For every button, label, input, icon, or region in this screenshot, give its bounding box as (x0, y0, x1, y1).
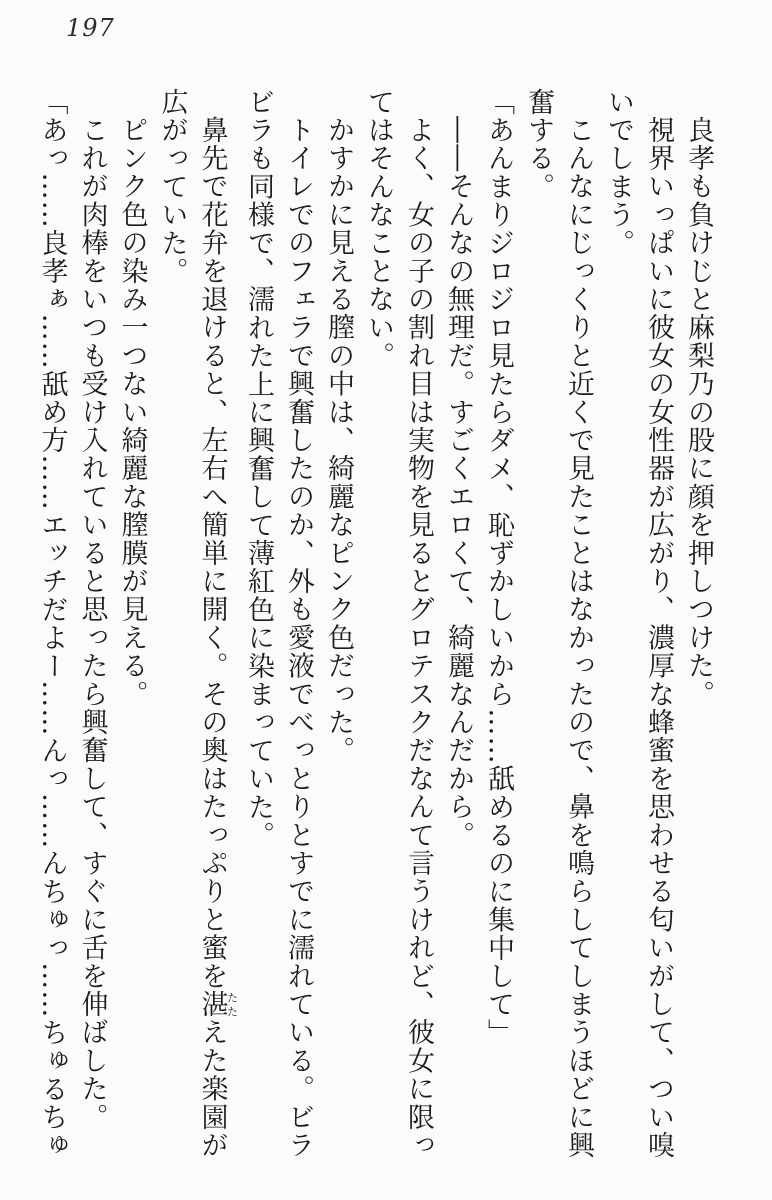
text-line: いでしまう。 (603, 88, 634, 258)
ruby-annotated-kanji: 湛たた (196, 990, 239, 1019)
text-line: 奮する。 (523, 88, 554, 201)
text-line: かすかに見える膣の中は、綺麗なピンク色だった。 (323, 116, 354, 765)
text-line: ピンク色の染み一つない綺麗な膣膜が見える。 (116, 116, 148, 709)
page-number: 197 (66, 14, 115, 42)
text-line: てはそんなことない。 (363, 88, 394, 370)
text-line: これが肉棒をいつも受け入れていると思ったら興奮して、すぐに舌を伸ばした。 (76, 116, 108, 1132)
text-line: 「あっ……良孝ぁ……舐め方……エッチだよー……んっ……んちゅっ……ちゅるちゅ (36, 88, 68, 1160)
text-line: こんなにじっくりと近くで見たことはなかったので、鼻を鳴らしてしまうほどに興 (563, 116, 594, 1160)
text-line: 視界いっぱいに彼女の女性器が広がり、濃厚な蜂蜜を思わせる匂いがして、つい嗅 (643, 116, 674, 1160)
text-line: よく、女の子の割れ目は実物を見るとグロテスクだなんて言うけれど、彼女に限っ (403, 116, 434, 1160)
text-line: 広がっていた。 (156, 88, 188, 286)
text-line: 良孝も負けじと麻梨乃の股に顔を押しつけた。 (683, 116, 714, 709)
text-line: トイレでのフェラで興奮したのか、外も愛液でべっとりとすでに濡れている。ビラ (283, 116, 314, 1160)
text-line: 「あんまりジロジロ見たらダメ、恥ずかしいから……舐めるのに集中して」 (483, 88, 514, 1047)
vertical-text-block (32, 88, 719, 1173)
text-line: ――そんなの無理だ。すごくエロくて、綺麗なんだから。 (443, 116, 474, 850)
text-line: 鼻先で花弁を退けると、左右へ簡単に開く。その奥はたっぷりと蜜を湛たたえた楽園が (196, 116, 239, 1160)
text-line: ビラも同様で、濡れた上に興奮して薄紅色に染まっていた。 (243, 88, 274, 850)
